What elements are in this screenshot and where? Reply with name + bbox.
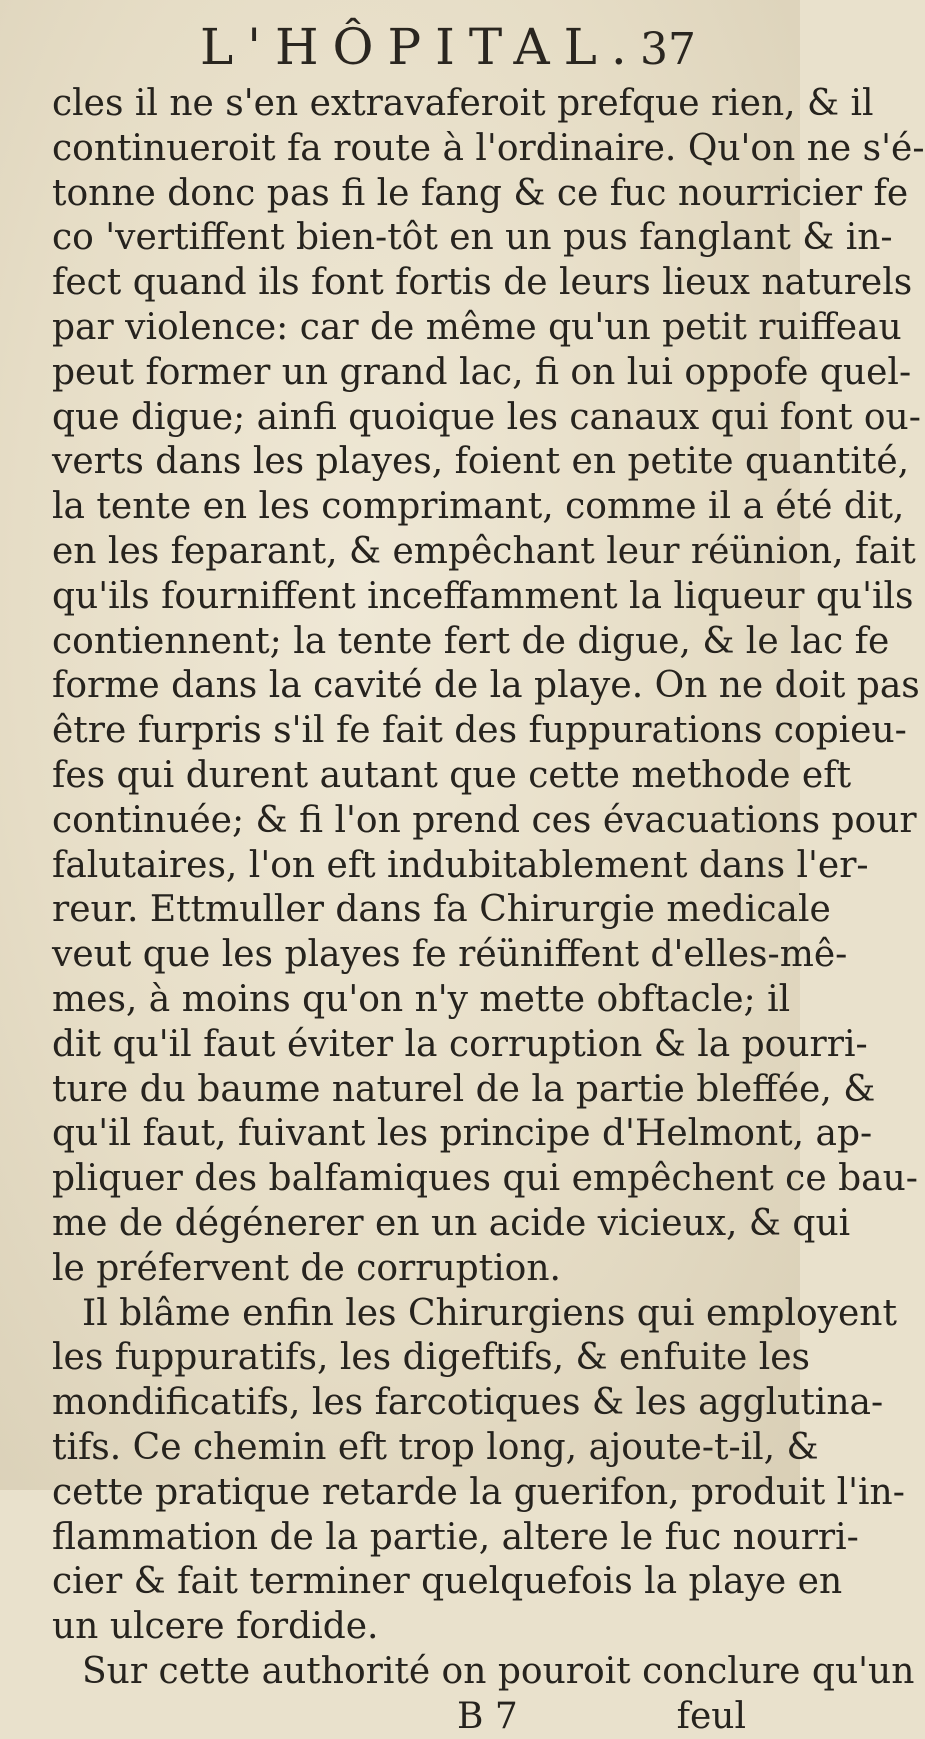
text-line: ture du baume naturel de la partie bleffée, & <box>52 1068 876 1110</box>
text-line: que digue; ainfi quoique les canaux qui font ou- <box>52 396 921 438</box>
text-line: cette pratique retarde la guerifon, produit l'in- <box>52 1471 905 1513</box>
text-line: co 'vertiffent bien-tôt en un pus fanglant & in- <box>52 217 893 259</box>
text-line: flammation de la partie, altere le fuc nourri- <box>52 1516 859 1558</box>
text-line: Sur cette authorité on pouroit conclure qu'un <box>82 1650 915 1692</box>
text-line: par violence: car de même qu'un petit ruiffeau <box>52 306 902 348</box>
text-line: tonne donc pas fi le fang & ce fuc nourricier fe <box>52 172 909 214</box>
text-line: un ulcere fordide. <box>52 1606 379 1648</box>
catchword: feul <box>676 1695 746 1737</box>
text-line: reur. Ettmuller dans fa Chirurgie medicale <box>52 889 831 931</box>
text-line: mes, à moins qu'on n'y mette obftacle; il <box>52 978 791 1020</box>
text-line: dit qu'il faut éviter la corruption & la pourri- <box>52 1023 868 1065</box>
text-line: qu'il faut, fuivant les principe d'Helmont, ap- <box>52 1113 873 1155</box>
body-text <box>52 82 925 1739</box>
text-line: les fuppuratifs, les digeftifs, & enfuite les <box>52 1337 811 1379</box>
signature-mark: B 7 <box>457 1695 518 1737</box>
text-line: peut former un grand lac, fi on lui oppofe quel- <box>52 351 912 393</box>
text-line: veut que les playes fe réüniffent d'elles-mê- <box>52 934 848 976</box>
text-line: continuée; & fi l'on prend ces évacuations pour <box>52 799 917 841</box>
text-line: falutaires, l'on eft indubitablement dans l'er- <box>52 844 869 886</box>
text-line: en les feparant, & empêchant leur réünion, fait <box>52 530 916 572</box>
text-line: fes qui durent autant que cette methode eft <box>52 754 852 796</box>
text-line: me de dégénerer en un acide vicieux, & qui <box>52 1202 851 1244</box>
text-line: mondificatifs, les farcotiques & les agglutina- <box>52 1382 884 1424</box>
text-line: pliquer des balfamiques qui empêchent ce bau- <box>52 1158 918 1200</box>
page-number: 37 <box>640 24 696 75</box>
text-line: être furpris s'il fe fait des fuppurations copieu- <box>52 710 907 752</box>
text-line: verts dans les playes, foient en petite quantité, <box>52 441 910 483</box>
running-title: L'HÔPITAL. <box>200 18 641 76</box>
running-head <box>0 18 800 78</box>
text-line: Il blâme enfin les Chirurgiens qui employent <box>82 1292 897 1334</box>
text-line: cier & fait terminer quelquefois la playe en <box>52 1561 843 1603</box>
signature-line <box>52 1695 752 1739</box>
text-line: le préfervent de corruption. <box>52 1247 561 1289</box>
text-line: qu'ils fourniffent inceffamment la liqueur qu'ils <box>52 575 914 617</box>
text-line: tifs. Ce chemin eft trop long, ajoute-t-il, & <box>52 1426 819 1468</box>
text-line: continueroit fa route à l'ordinaire. Qu'on ne s'é- <box>52 127 925 169</box>
text-line: la tente en les comprimant, comme il a été dit, <box>52 486 905 528</box>
text-line: contiennent; la tente fert de digue, & le lac fe <box>52 620 890 662</box>
text-line: forme dans la cavité de la playe. On ne doit pas <box>52 665 920 707</box>
text-line: cles il ne s'en extravaferoit prefque rien, & il <box>52 83 874 124</box>
text-line: fect quand ils font fortis de leurs lieux naturels <box>52 262 913 304</box>
